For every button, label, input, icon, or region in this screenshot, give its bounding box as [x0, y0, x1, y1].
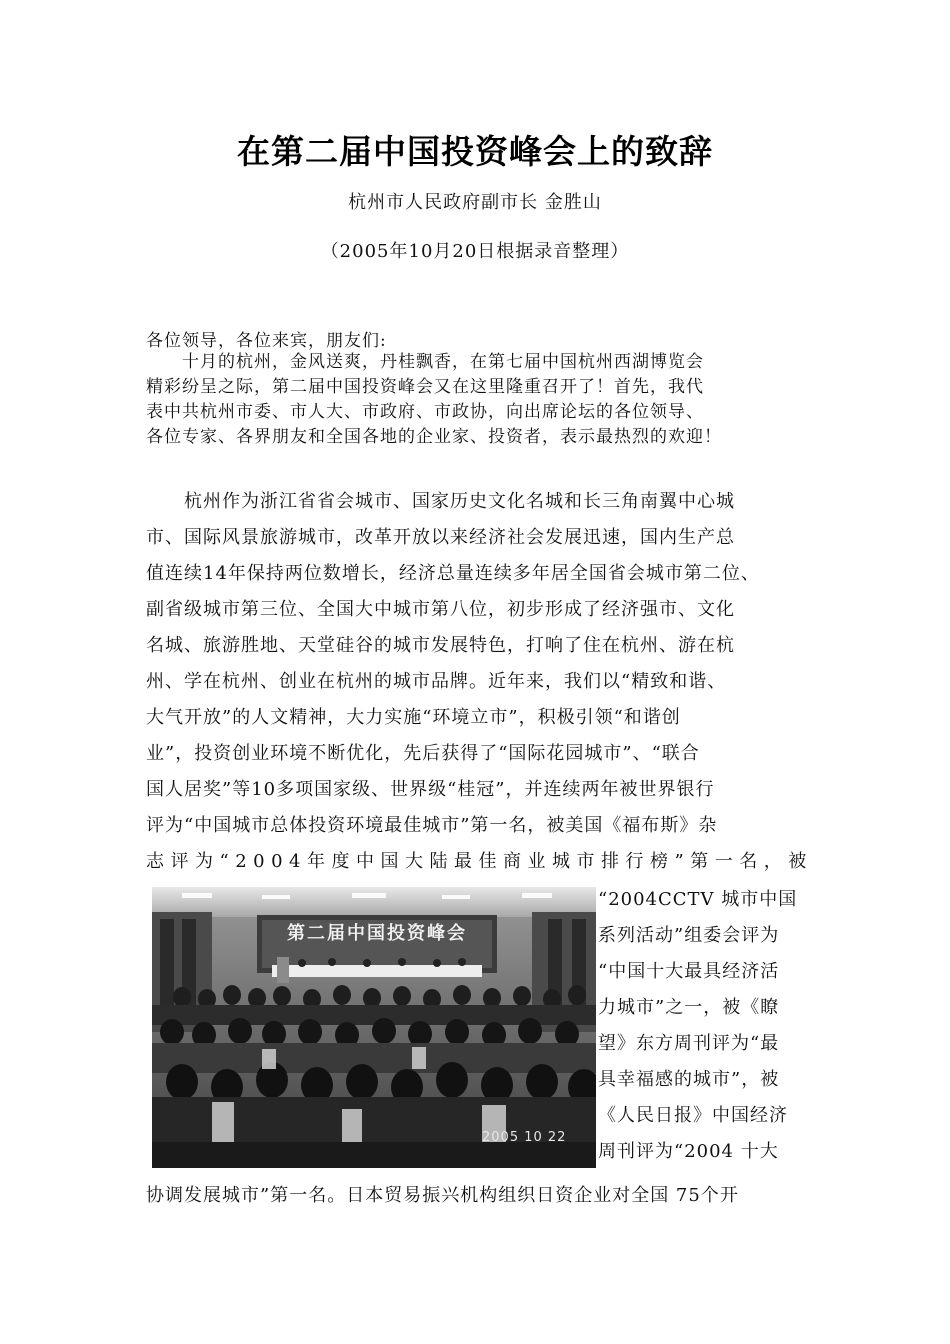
wrap-line: “2004CCTV 城市中国 — [598, 889, 798, 910]
body-line: 评为“中国城市总体投资环境最佳城市”第一名，被美国《福布斯》杂 — [146, 815, 718, 836]
tail-line: 协调发展城市”第一名。日本贸易振兴机构组织日资企业对全国 75个开 — [146, 1185, 739, 1206]
body-line: 杭州作为浙江省省会城市、国家历史文化名城和长三角南翼中心城 — [146, 491, 735, 512]
body-line: 市、国际风景旅游城市，改革开放以来经济社会发展迅速，国内生产总 — [146, 527, 735, 548]
photo-banner-text: 第二届中国投资峰会 — [287, 923, 467, 944]
wrap-line: 系列活动”组委会评为 — [598, 925, 780, 946]
wrapped-paragraph — [598, 882, 813, 1170]
body-line: 副省级城市第三位、全国大中城市第八位，初步形成了经济强市、文化 — [146, 599, 735, 620]
body-line: 大气开放”的人文精神，大力实施“环境立市”，积极引领“和谐创 — [146, 707, 681, 728]
salutation: 各位领导，各位来宾，朋友们: — [146, 331, 387, 351]
author-line: 杭州市人民政府副市长 金胜山 — [348, 192, 602, 213]
wrap-line: 《人民日报》中国经济 — [598, 1105, 788, 1126]
body-line: 值连续14年保持两位数增长，经济总量连续多年居全国省会城市第二位、 — [146, 563, 760, 584]
wrap-line: “中国十大最具经济活 — [598, 961, 780, 982]
date-note: （2005年10月20日根据录音整理） — [320, 241, 630, 262]
welcome-line: 十月的杭州，金风送爽，丹桂飘香，在第七届中国杭州西湖博览会 — [146, 352, 704, 372]
wrap-line: 具幸福感的城市”，被 — [598, 1069, 780, 1090]
wrap-line: 力城市”之一，被《瞭 — [598, 997, 780, 1018]
body-line: 业”，投资创业环境不断优化，先后获得了“国际花园城市”、“联合 — [146, 743, 700, 764]
welcome-line: 精彩纷呈之际，第二届中国投资峰会又在这里隆重召开了！首先，我代 — [146, 377, 704, 397]
welcome-line: 各位专家、各界朋友和全国各地的企业家、投资者，表示最热烈的欢迎！ — [146, 427, 722, 447]
body-line: 志评为“2004年度中国大陆最佳商业城市排行榜”第一名，被 — [146, 851, 813, 872]
body-paragraph — [146, 484, 816, 880]
body-line: 州、学在杭州、创业在杭州的城市品牌。近年来，我们以“精致和谐、 — [146, 671, 727, 692]
conference-photo — [152, 887, 596, 1168]
wrap-line: 望》东方周刊评为“最 — [598, 1033, 780, 1054]
welcome-paragraph — [146, 350, 816, 450]
photo-timestamp: 2005 10 22 — [482, 1130, 567, 1145]
wrap-line: 周刊评为“2004 十大 — [598, 1141, 779, 1162]
body-line: 国人居奖”等10多项国家级、世界级“桂冠”，并连续两年被世界银行 — [146, 779, 715, 800]
document-title: 在第二届中国投资峰会上的致辞 — [237, 132, 713, 171]
body-line: 名城、旅游胜地、天堂硅谷的城市发展特色，打响了住在杭州、游在杭 — [146, 635, 735, 656]
welcome-line: 表中共杭州市委、市人大、市政府、市政协，向出席论坛的各位领导、 — [146, 402, 704, 422]
